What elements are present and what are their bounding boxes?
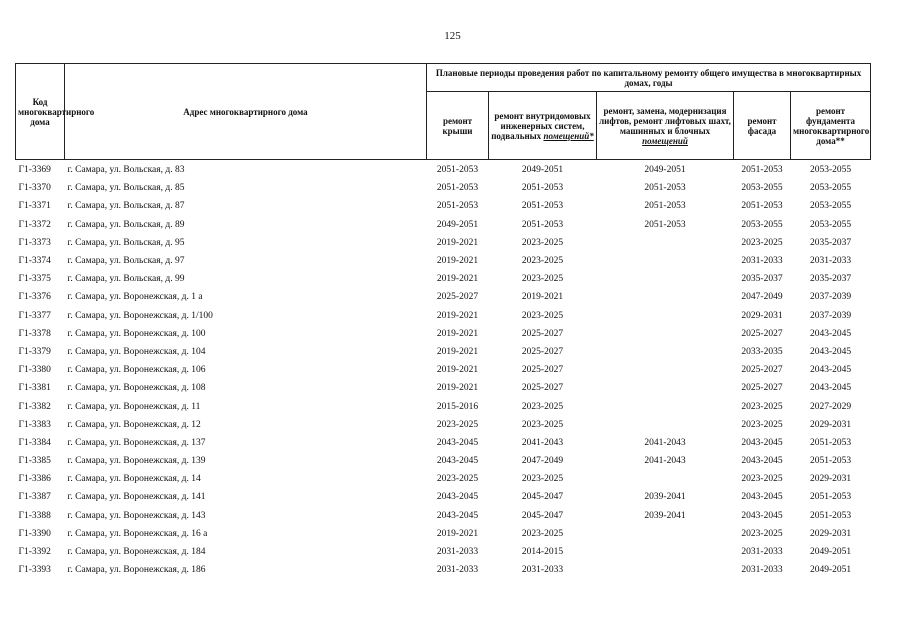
cell-elevators <box>597 470 734 488</box>
cell-roof: 2043-2045 <box>436 492 479 503</box>
cell-roof: 2019-2021 <box>436 237 479 248</box>
cell-roof: 2031-2033 <box>436 547 479 558</box>
cell-systems: 2023-2025 <box>521 528 564 539</box>
cell-facade: 2029-2031 <box>741 310 783 321</box>
cell-elevators <box>597 288 734 306</box>
header-elevators-main: ремонт, замена, модернизация лифтов, ремонт лифтовых шахт, машинных и блочных <box>599 105 731 136</box>
cell-code: Г1-3388 <box>18 510 51 521</box>
table-row <box>16 470 871 488</box>
cell-facade: 2043-2045 <box>741 437 783 448</box>
cell-systems: 2023-2025 <box>521 274 564 285</box>
cell-elevators <box>597 525 734 543</box>
cell-systems: 2045-2047 <box>521 492 564 503</box>
cell-systems: 2023-2025 <box>521 419 564 430</box>
cell-roof: 2019-2021 <box>436 528 479 539</box>
cell-systems: 2049-2051 <box>521 165 564 176</box>
cell-systems: 2023-2025 <box>521 474 564 485</box>
cell-roof: 2025-2027 <box>436 292 479 303</box>
cell-address: г. Самара, ул. Воронежская, д. 14 <box>67 474 201 485</box>
header-work-periods: Плановые периоды проведения работ по капитальному ремонту общего имущества в многоквартирных домах, годы <box>427 64 871 92</box>
cell-code: Г1-3370 <box>18 183 51 194</box>
cell-roof: 2043-2045 <box>436 510 479 521</box>
cell-foundation: 2053-2055 <box>809 183 852 194</box>
cell-facade: 2051-2053 <box>741 201 783 212</box>
cell-roof: 2019-2021 <box>436 383 479 394</box>
cell-foundation: 2043-2045 <box>809 328 852 339</box>
cell-address: г. Самара, ул. Вольская, д. 87 <box>67 201 185 212</box>
cell-elevators <box>597 361 734 379</box>
cell-systems: 2031-2033 <box>521 565 564 576</box>
cell-facade: 2035-2037 <box>741 274 783 285</box>
cell-systems: 2019-2021 <box>521 292 564 303</box>
cell-address: г. Самара, ул. Воронежская, д. 11 <box>67 401 201 412</box>
cell-elevators <box>597 343 734 361</box>
cell-roof: 2019-2021 <box>436 310 479 321</box>
table-row <box>16 197 871 215</box>
cell-roof: 2043-2045 <box>436 456 479 467</box>
cell-address: г. Самара, ул. Вольская, д. 83 <box>67 165 185 176</box>
cell-elevators <box>597 325 734 343</box>
cell-systems: 2025-2027 <box>521 346 564 357</box>
cell-code: Г1-3393 <box>18 565 51 576</box>
cell-systems: 2025-2027 <box>521 328 564 339</box>
cell-address: г. Самара, ул. Воронежская, д. 100 <box>67 328 206 339</box>
cell-foundation: 2053-2055 <box>809 219 852 230</box>
header-systems <box>489 92 597 160</box>
header-foundation: ремонт фундамента многоквартирного дома** <box>791 92 871 160</box>
cell-systems: 2023-2025 <box>521 256 564 267</box>
cell-systems: 2051-2053 <box>521 183 564 194</box>
cell-roof: 2023-2025 <box>436 419 479 430</box>
table-row <box>16 507 871 525</box>
table-row <box>16 343 871 361</box>
cell-code: Г1-3372 <box>18 219 51 230</box>
table-row <box>16 361 871 379</box>
header-systems-main: ремонт внутридомовых инженерных систем, подвальных <box>491 110 591 141</box>
cell-foundation: 2051-2053 <box>809 437 852 448</box>
cell-address: г. Самара, ул. Воронежская, д. 143 <box>67 510 206 521</box>
cell-foundation: 2053-2055 <box>809 201 852 212</box>
cell-code: Г1-3380 <box>18 365 51 376</box>
cell-address: г. Самара, ул. Воронежская, д. 137 <box>67 437 206 448</box>
cell-roof: 2051-2053 <box>436 183 479 194</box>
cell-systems: 2023-2025 <box>521 237 564 248</box>
cell-address: г. Самара, ул. Воронежская, д. 12 <box>67 419 201 430</box>
cell-roof: 2015-2016 <box>436 401 479 412</box>
cell-elevators <box>597 397 734 415</box>
cell-address: г. Самара, ул. Вольская, д. 99 <box>67 274 185 285</box>
table-row <box>16 379 871 397</box>
cell-foundation: 2049-2051 <box>809 547 852 558</box>
header-systems-note: помещений* <box>543 130 594 141</box>
cell-facade: 2031-2033 <box>741 256 783 267</box>
cell-foundation: 2029-2031 <box>809 419 852 430</box>
cell-code: Г1-3371 <box>18 201 51 212</box>
cell-systems: 2047-2049 <box>521 456 564 467</box>
cell-address: г. Самара, ул. Воронежская, д. 186 <box>67 565 206 576</box>
cell-address: г. Самара, ул. Вольская, д. 85 <box>67 183 185 194</box>
cell-code: Г1-3374 <box>18 256 51 267</box>
cell-foundation: 2031-2033 <box>809 256 852 267</box>
cell-foundation: 2053-2055 <box>809 165 852 176</box>
cell-facade: 2031-2033 <box>741 565 783 576</box>
cell-foundation: 2049-2051 <box>809 565 852 576</box>
cell-code: Г1-3379 <box>18 346 51 357</box>
cell-elevators: 2041-2043 <box>644 456 686 467</box>
cell-foundation: 2043-2045 <box>809 383 852 394</box>
table-row <box>16 488 871 506</box>
cell-facade: 2023-2025 <box>741 419 783 430</box>
cell-elevators: 2039-2041 <box>644 510 686 521</box>
cell-foundation: 2043-2045 <box>809 346 852 357</box>
cell-facade: 2043-2045 <box>741 492 783 503</box>
cell-address: г. Самара, ул. Воронежская, д. 106 <box>67 365 206 376</box>
cell-elevators: 2039-2041 <box>644 492 686 503</box>
table-row <box>16 288 871 306</box>
cell-systems: 2023-2025 <box>521 401 564 412</box>
table-row <box>16 160 871 180</box>
cell-facade: 2023-2025 <box>741 401 783 412</box>
cell-roof: 2019-2021 <box>436 256 479 267</box>
cell-address: г. Самара, ул. Вольская, д. 89 <box>67 219 185 230</box>
cell-code: Г1-3384 <box>18 437 51 448</box>
cell-roof: 2051-2053 <box>436 165 479 176</box>
header-code: Код многоквартирного дома <box>16 64 65 160</box>
cell-foundation: 2037-2039 <box>809 310 852 321</box>
cell-address: г. Самара, ул. Воронежская, д. 139 <box>67 456 206 467</box>
cell-facade: 2053-2055 <box>741 183 783 194</box>
cell-facade: 2023-2025 <box>741 528 783 539</box>
cell-elevators <box>597 252 734 270</box>
cell-foundation: 2029-2031 <box>809 528 852 539</box>
header-address: Адрес многоквартирного дома <box>65 64 427 160</box>
cell-systems: 2014-2015 <box>521 547 564 558</box>
cell-code: Г1-3375 <box>18 274 51 285</box>
cell-code: Г1-3376 <box>18 292 51 303</box>
cell-foundation: 2037-2039 <box>809 292 852 303</box>
cell-roof: 2023-2025 <box>436 474 479 485</box>
cell-elevators: 2049-2051 <box>644 165 686 176</box>
cell-address: г. Самара, ул. Вольская, д. 95 <box>67 237 185 248</box>
table-row <box>16 561 871 579</box>
cell-foundation: 2043-2045 <box>809 365 852 376</box>
table-row <box>16 179 871 197</box>
page-number: 125 <box>444 30 461 42</box>
cell-code: Г1-3381 <box>18 383 51 394</box>
cell-address: г. Самара, ул. Воронежская, д. 104 <box>67 346 206 357</box>
cell-facade: 2051-2053 <box>741 165 783 176</box>
cell-code: Г1-3383 <box>18 419 51 430</box>
cell-code: Г1-3378 <box>18 328 51 339</box>
header-elevators-note: помещений <box>642 135 688 146</box>
cell-foundation: 2051-2053 <box>809 492 852 503</box>
table-row <box>16 543 871 561</box>
cell-code: Г1-3386 <box>18 474 51 485</box>
cell-roof: 2051-2053 <box>436 201 479 212</box>
cell-facade: 2047-2049 <box>741 292 783 303</box>
table-row <box>16 252 871 270</box>
cell-foundation: 2027-2029 <box>809 401 852 412</box>
cell-systems: 2025-2027 <box>521 365 564 376</box>
cell-foundation: 2029-2031 <box>809 474 852 485</box>
cell-roof: 2019-2021 <box>436 274 479 285</box>
cell-foundation: 2051-2053 <box>809 510 852 521</box>
table-row <box>16 416 871 434</box>
table-row <box>16 397 871 415</box>
cell-elevators <box>597 234 734 252</box>
cell-code: Г1-3387 <box>18 492 51 503</box>
cell-facade: 2033-2035 <box>741 346 783 357</box>
cell-address: г. Самара, ул. Воронежская, д. 141 <box>67 492 206 503</box>
table-row <box>16 216 871 234</box>
cell-systems: 2045-2047 <box>521 510 564 521</box>
cell-elevators <box>597 561 734 579</box>
cell-systems: 2025-2027 <box>521 383 564 394</box>
table-row <box>16 325 871 343</box>
cell-elevators: 2051-2053 <box>644 201 686 212</box>
table-row <box>16 307 871 325</box>
cell-facade: 2043-2045 <box>741 510 783 521</box>
cell-systems: 2051-2053 <box>521 201 564 212</box>
cell-elevators <box>597 307 734 325</box>
cell-systems: 2051-2053 <box>521 219 564 230</box>
cell-systems: 2041-2043 <box>521 437 564 448</box>
cell-elevators <box>597 270 734 288</box>
cell-facade: 2031-2033 <box>741 547 783 558</box>
cell-address: г. Самара, ул. Воронежская, д. 1/100 <box>67 310 213 321</box>
cell-code: Г1-3373 <box>18 237 51 248</box>
cell-address: г. Самара, ул. Воронежская, д. 184 <box>67 547 206 558</box>
cell-address: г. Самара, ул. Воронежская, д. 1 а <box>67 292 203 303</box>
cell-elevators <box>597 543 734 561</box>
table-row <box>16 270 871 288</box>
cell-roof: 2043-2045 <box>436 437 479 448</box>
cell-facade: 2023-2025 <box>741 237 783 248</box>
header-roof: ремонт крыши <box>427 92 489 160</box>
table-row <box>16 452 871 470</box>
cell-roof: 2019-2021 <box>436 365 479 376</box>
cell-elevators <box>597 416 734 434</box>
cell-address: г. Самара, ул. Воронежская, д. 16 а <box>67 528 208 539</box>
cell-code: Г1-3382 <box>18 401 51 412</box>
cell-code: Г1-3392 <box>18 547 51 558</box>
cell-code: Г1-3369 <box>18 165 51 176</box>
table-header <box>16 64 871 160</box>
cell-facade: 2025-2027 <box>741 328 783 339</box>
cell-address: г. Самара, ул. Воронежская, д. 108 <box>67 383 206 394</box>
cell-code: Г1-3390 <box>18 528 51 539</box>
cell-facade: 2053-2055 <box>741 219 783 230</box>
cell-elevators: 2051-2053 <box>644 183 686 194</box>
table-row <box>16 234 871 252</box>
cell-facade: 2025-2027 <box>741 365 783 376</box>
cell-address: г. Самара, ул. Вольская, д. 97 <box>67 256 185 267</box>
cell-roof: 2019-2021 <box>436 328 479 339</box>
cell-elevators: 2051-2053 <box>644 219 686 230</box>
cell-facade: 2023-2025 <box>741 474 783 485</box>
cell-roof: 2031-2033 <box>436 565 479 576</box>
header-facade: ремонт фасада <box>734 92 791 160</box>
cell-foundation: 2035-2037 <box>809 237 852 248</box>
cell-roof: 2049-2051 <box>436 219 479 230</box>
cell-elevators: 2041-2043 <box>644 437 686 448</box>
cell-code: Г1-3385 <box>18 456 51 467</box>
cell-facade: 2025-2027 <box>741 383 783 394</box>
table-row <box>16 434 871 452</box>
cell-roof: 2019-2021 <box>436 346 479 357</box>
table-body <box>16 160 871 580</box>
cell-elevators <box>597 379 734 397</box>
header-elevators <box>597 92 734 160</box>
cell-facade: 2043-2045 <box>741 456 783 467</box>
table-row <box>16 525 871 543</box>
cell-foundation: 2051-2053 <box>809 456 852 467</box>
cell-systems: 2023-2025 <box>521 310 564 321</box>
cell-code: Г1-3377 <box>18 310 51 321</box>
cell-foundation: 2035-2037 <box>809 274 852 285</box>
repair-schedule-table <box>15 63 871 579</box>
